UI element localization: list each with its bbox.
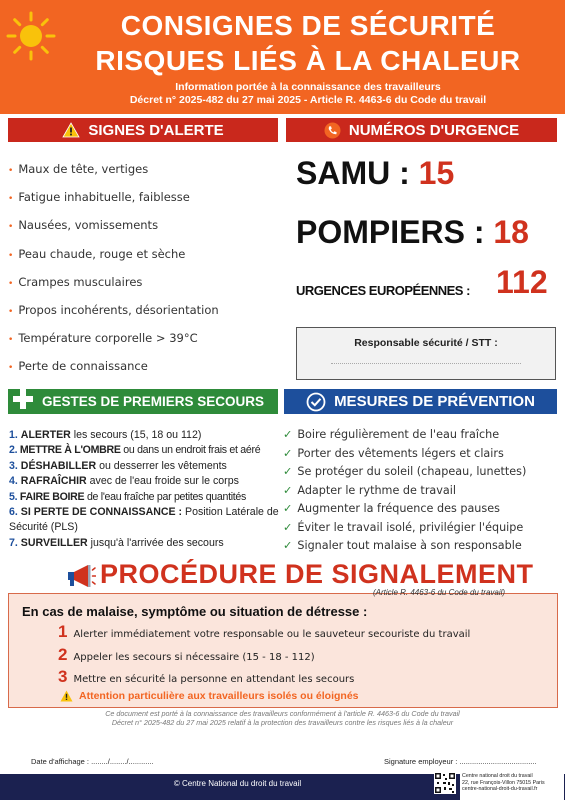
first-aid-steps <box>9 428 281 551</box>
list-item: ✓ Éviter le travail isolé, privilégier l'équipe <box>283 520 524 534</box>
first-aid-step: 1. ALERTER les secours (15, 18 ou 112) <box>9 429 202 441</box>
sun-icon <box>5 10 57 62</box>
check-icon: ✓ <box>283 428 293 441</box>
megaphone-icon <box>66 563 96 589</box>
list-item: ✓ Porter des vêtements légers et clairs <box>283 446 504 460</box>
list-item: • Propos incohérents, désorientation <box>8 302 219 317</box>
alert-signs-list <box>8 155 278 381</box>
qr-code-icon <box>434 772 456 794</box>
list-item: • Température corporelle > 39°C <box>8 331 198 346</box>
warning-icon <box>62 122 80 138</box>
procedure-reference: (Article R. 4463-6 du Code du travail) <box>373 588 506 597</box>
procedure-step: 1 Alerter immédiatement votre responsable ou le sauveteur secouriste du travail <box>58 622 471 641</box>
subtitle-line1: Information portée à la connaissance des travailleurs <box>175 81 441 93</box>
organization-block: Centre national droit du travail 22, rue François-Villon 75015 Paris centre-national-droit-du-travail.fr <box>460 773 564 800</box>
check-icon: ✓ <box>283 539 293 552</box>
first-aid-step: 4. RAFRAÎCHIR avec de l'eau froide sur le corps <box>9 475 239 488</box>
plus-icon <box>12 388 34 410</box>
responsable-label: Responsable sécurité / STT : <box>354 337 498 349</box>
urgence-heading: NUMÉROS D'URGENCE <box>348 121 520 139</box>
first-aid-heading: GESTES DE PREMIERS SECOURS <box>42 394 265 409</box>
first-aid-step: 5. FAIRE BOIRE de l'eau fraîche par petites quantités <box>9 490 246 503</box>
footer-copyright: © Centre National du droit du travail <box>173 779 302 788</box>
europe-label: URGENCES EUROPÉENNES : <box>296 283 470 298</box>
procedure-heading: En cas de malaise, symptôme ou situation de détresse : <box>22 604 368 619</box>
list-item: ✓ Se protéger du soleil (chapeau, lunettes) <box>283 465 527 478</box>
first-aid-step: 3. DÉSHABILLER ou desserrer les vêtements <box>9 459 227 472</box>
first-aid-section-header <box>8 389 278 414</box>
prevention-heading: MESURES DE PRÉVENTION <box>334 393 535 410</box>
list-item: ✓ Boire régulièrement de l'eau fraîche <box>283 428 500 441</box>
check-icon: ✓ <box>283 465 293 478</box>
disclaimer-line1: Ce document est porté à la connaissance des travailleurs conformément à l'article R. 4463-6 du Code du travail <box>105 709 460 718</box>
procedure-title: PROCÉDURE DE SIGNALEMENT <box>100 559 534 589</box>
page-title-line2: RISQUES LIÉS À LA CHALEUR <box>95 45 521 76</box>
pompiers-number: 18 <box>493 214 529 250</box>
list-item: • Crampes musculaires <box>8 274 143 289</box>
alert-heading: SIGNES D'ALERTE <box>88 121 224 139</box>
list-item: • Perte de connaissance <box>8 359 148 374</box>
prevention-section-header <box>284 389 557 414</box>
list-item: • Peau chaude, rouge et sèche <box>8 246 186 261</box>
prevention-list <box>283 426 563 556</box>
list-item: • Maux de tête, vertiges <box>8 162 149 176</box>
date-affichage-field: Date d'affichage : ......../......../............ <box>31 757 154 766</box>
list-item: ✓ Signaler tout malaise à son responsable <box>283 539 522 552</box>
check-circle-icon <box>306 392 326 412</box>
phone-icon <box>324 122 341 139</box>
employer-signature-field: Signature employeur : ..................................... <box>384 757 537 766</box>
list-item: ✓ Augmenter la fréquence des pauses <box>283 502 500 515</box>
disclaimer-line2: Décret n° 2025-482 du 27 mai 2025 relatif à la protection des travailleurs contre les risques liés à la chaleur <box>111 718 454 727</box>
list-item: ✓ Adapter le rythme de travail <box>283 483 456 497</box>
first-aid-step: 7. SURVEILLER jusqu'à l'arrivée des secours <box>9 536 224 549</box>
responsable-box <box>296 327 556 380</box>
warning-icon <box>60 690 73 702</box>
responsable-fill-line <box>331 363 521 364</box>
alert-section-header <box>8 118 278 142</box>
procedure-step: 3 Mettre en sécurité la personne en attendant les secours <box>58 667 355 686</box>
procedure-step: 2 Appeler les secours si nécessaire (15 - 18 - 112) <box>58 645 315 664</box>
check-icon: ✓ <box>283 446 293 460</box>
list-item: • Fatigue inhabituelle, faiblesse <box>8 190 190 205</box>
check-icon: ✓ <box>283 520 293 534</box>
check-icon: ✓ <box>283 483 293 497</box>
urgence-section-header <box>286 118 557 142</box>
samu-number: 15 <box>418 155 455 191</box>
list-item: • Nausées, vomissements <box>8 218 159 233</box>
subtitle-line2: Décret n° 2025-482 du 27 mai 2025 - Article R. 4463-6 du Code du travail <box>129 94 487 106</box>
page-title-line1: CONSIGNES DE SÉCURITÉ <box>120 10 496 41</box>
attention-note: Attention particulière aux travailleurs isolés ou éloignés <box>60 690 359 702</box>
europe-number: 112 <box>496 264 548 300</box>
pompiers-line: POMPIERS : 18 <box>296 214 529 250</box>
check-icon: ✓ <box>283 502 293 515</box>
first-aid-step: 2. METTRE À L'OMBRE ou dans un endroit frais et aéré <box>9 444 261 457</box>
first-aid-step: 6. SI PERTE DE CONNAISSANCE : Position Latérale de Sécurité (PLS) <box>9 506 279 534</box>
samu-line: SAMU : 15 <box>296 155 455 191</box>
